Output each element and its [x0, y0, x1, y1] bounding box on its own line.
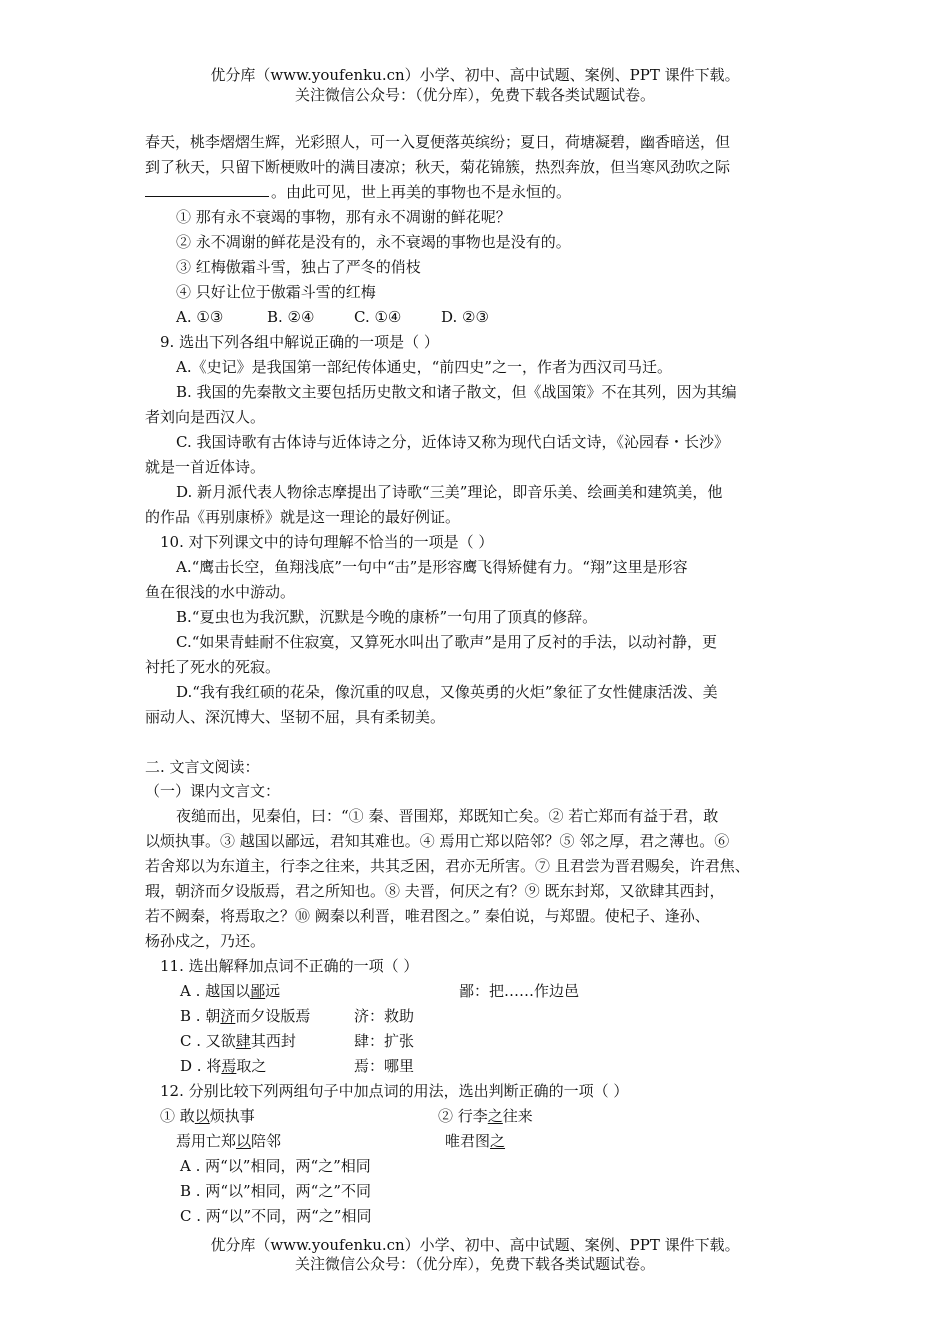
q9-option-d-line-2: 的作品《再别康桥》就是这一理论的最好例证。 [145, 508, 461, 526]
q11-option-a-explanation: 鄙：把……作边邑 [459, 982, 580, 1000]
q10-option-a-line-2: 鱼在很浅的水中游动。 [145, 583, 296, 601]
q8-answer-a: A. ①③ [176, 308, 224, 326]
q12-g1b-suffix: 陪邻 [251, 1132, 282, 1150]
q8-text-line-3 [145, 182, 571, 202]
q12-g1b-dotted-word: 以 [236, 1132, 252, 1150]
header-line-1: 优分库（www.youfenku.cn）小学、初中、高中试题、案例、PPT 课件下载。 [210, 66, 740, 84]
q12-g1a-suffix: 烦执事 [209, 1107, 255, 1125]
q10-stem: 10. 对下列课文中的诗句理解不恰当的一项是（ ） [160, 533, 494, 551]
q12-g1b-prefix: 焉用亡郑 [176, 1132, 237, 1150]
q9-option-b-line-2: 者刘向是西汉人。 [145, 408, 266, 426]
q12-g2a-suffix: 往来 [502, 1107, 533, 1125]
q11-b-dotted-word: 济 [220, 1007, 236, 1025]
q10-option-a-line-1: A.“鹰击长空，鱼翔浅底”一句中“击”是形容鹰飞得矫健有力。“翔”这里是形容 [176, 558, 688, 576]
classical-passage-line-4: 瑕，朝济而夕设版焉，君之所知也。⑧ 夫晋，何厌之有？⑨ 既东封郑，又欲肆其西封， [145, 882, 725, 900]
footer-line-2: 关注微信公众号：（优分库），免费下载各类试题试卷。 [294, 1255, 655, 1273]
q11-d-prefix: D . 将 [180, 1057, 222, 1075]
q9-option-c-line-2: 就是一首近体诗。 [145, 458, 266, 476]
q10-option-d-line-1: D.“我有我红硕的花朵，像沉重的叹息，又像英勇的火炬”象征了女性健康活泼、美 [176, 683, 718, 701]
q9-option-b-line-1: B. 我国的先秦散文主要包括历史散文和诸子散文，但《战国策》不在其列，因为其编 [176, 383, 737, 401]
classical-passage-line-1: 夜缒而出，见秦伯，曰：“① 秦、晋围郑，郑既知亡矣。② 若亡郑而有益于君，敢 [176, 807, 719, 825]
header-line-2: 关注微信公众号：（优分库），免费下载各类试题试卷。 [294, 86, 655, 104]
q11-option-d-explanation: 焉：哪里 [354, 1057, 415, 1075]
q12-option-c: C . 两“以”不同，两“之”相同 [180, 1207, 372, 1225]
q11-b-suffix: 而夕设版焉 [235, 1007, 311, 1025]
q8-option-1: ① 那有永不衰竭的事物，那有永不凋谢的鲜花呢？ [176, 208, 511, 226]
q11-c-suffix: 其西封 [250, 1032, 296, 1050]
q10-option-b: B.“夏虫也为我沉默，沉默是今晚的康桥”一句用了顶真的修辞。 [176, 608, 598, 626]
q12-g2b-prefix: 唯君图 [445, 1132, 491, 1150]
q11-option-a [180, 981, 280, 1001]
q8-option-2: ② 永不凋谢的鲜花是没有的，永不衰竭的事物也是没有的。 [176, 233, 571, 251]
q8-answer-d: D. ②③ [441, 308, 489, 326]
q11-d-suffix: 取之 [236, 1057, 267, 1075]
classical-passage-line-3: 若舍郑以为东道主，行李之往来，共其乏困，君亦无所害。⑦ 且君尝为晋君赐矣，许君焦、 [145, 857, 750, 875]
q10-option-d-line-2: 丽动人、深沉博大、坚韧不屈，具有柔韧美。 [145, 708, 446, 726]
q9-option-d-line-1: D. 新月派代表人物徐志摩提出了诗歌“三美”理论，即音乐美、绘画美和建筑美，他 [176, 483, 723, 501]
q11-a-dotted-word: 鄙 [250, 982, 266, 1000]
answer-blank [145, 182, 269, 197]
classical-passage-line-2: 以烦执事。③ 越国以鄙远，君知其难也。④ 焉用亡郑以陪邻？⑤ 邻之厚，君之薄也。⑥ [145, 832, 730, 850]
q10-option-c-line-1: C.“如果青蛙耐不住寂寞，又算死水叫出了歌声”是用了反衬的手法，以动衬静，更 [176, 633, 718, 651]
q11-stem: 11. 选出解释加点词不正确的一项（ ） [160, 957, 419, 975]
q11-c-prefix: C . 又欲 [180, 1032, 236, 1050]
q11-option-c-explanation: 肆：扩张 [354, 1032, 415, 1050]
q8-text-line-2: 到了秋天，只留下断梗败叶的满目凄凉；秋天，菊花锦簇，热烈奔放，但当寒风劲吹之际 [145, 158, 731, 176]
q8-answer-c: C. ①④ [354, 308, 402, 326]
q12-g2a-prefix: ② 行李 [438, 1107, 488, 1125]
q8-text-line-1: 春天，桃李熠熠生辉，光彩照人，可一入夏便落英缤纷；夏日，荷塘凝碧，幽香暗送，但 [145, 133, 731, 151]
q12-g1a-dotted-word: 以 [194, 1107, 210, 1125]
classical-passage-line-5: 若不阙秦，将焉取之？⑩ 阙秦以利晋，唯君图之。” 秦伯说，与郑盟。使杞子、逢孙、 [145, 907, 710, 925]
q9-option-a: A.《史记》是我国第一部纪传体通史，“前四史”之一，作者为西汉司马迁。 [176, 358, 672, 376]
section-2-title: 二. 文言文阅读： [145, 758, 260, 776]
section-2-subtitle: （一）课内文言文： [145, 782, 281, 800]
q11-option-d [180, 1056, 266, 1076]
q12-option-a: A . 两“以”相同，两“之”相同 [180, 1157, 371, 1175]
q11-option-c [180, 1031, 296, 1051]
q11-a-suffix: 远 [265, 982, 281, 1000]
q8-text-line-3-rest: 。由此可见，世上再美的事物也不是永恒的。 [271, 183, 572, 201]
q12-stem: 12. 分别比较下列两组句子中加点词的用法，选出判断正确的一项（ ） [160, 1082, 629, 1100]
q12-group1-sentence-a [160, 1106, 255, 1126]
q8-option-3: ③ 红梅傲霜斗雪，独占了严冬的俏枝 [176, 258, 421, 276]
q12-group2-sentence-a [438, 1106, 533, 1126]
footer-line-1: 优分库（www.youfenku.cn）小学、初中、高中试题、案例、PPT 课件下载。 [210, 1236, 740, 1254]
q11-a-prefix: A . 越国以 [180, 982, 251, 1000]
q12-g1a-prefix: ① 敢 [160, 1107, 195, 1125]
q12-group1-sentence-b [176, 1131, 281, 1151]
q12-option-b: B . 两“以”相同，两“之”不同 [180, 1182, 372, 1200]
q12-g2b-dotted-word: 之 [490, 1132, 506, 1150]
q11-option-b [180, 1006, 310, 1026]
q8-option-4: ④ 只好让位于傲霜斗雪的红梅 [176, 283, 376, 301]
q8-answer-b: B. ②④ [267, 308, 315, 326]
q12-group2-sentence-b [445, 1131, 505, 1151]
q11-b-prefix: B . 朝 [180, 1007, 221, 1025]
q11-d-dotted-word: 焉 [221, 1057, 237, 1075]
q10-option-c-line-2: 衬托了死水的死寂。 [145, 658, 281, 676]
q9-option-c-line-1: C. 我国诗歌有古体诗与近体诗之分，近体诗又称为现代白话文诗，《沁园春・长沙》 [176, 433, 729, 451]
q11-c-dotted-word: 肆 [235, 1032, 251, 1050]
q11-option-b-explanation: 济：救助 [354, 1007, 415, 1025]
q9-stem: 9. 选出下列各组中解说正确的一项是（ ） [160, 333, 439, 351]
q12-g2a-dotted-word: 之 [487, 1107, 503, 1125]
classical-passage-line-6: 杨孙戍之，乃还。 [145, 932, 266, 950]
